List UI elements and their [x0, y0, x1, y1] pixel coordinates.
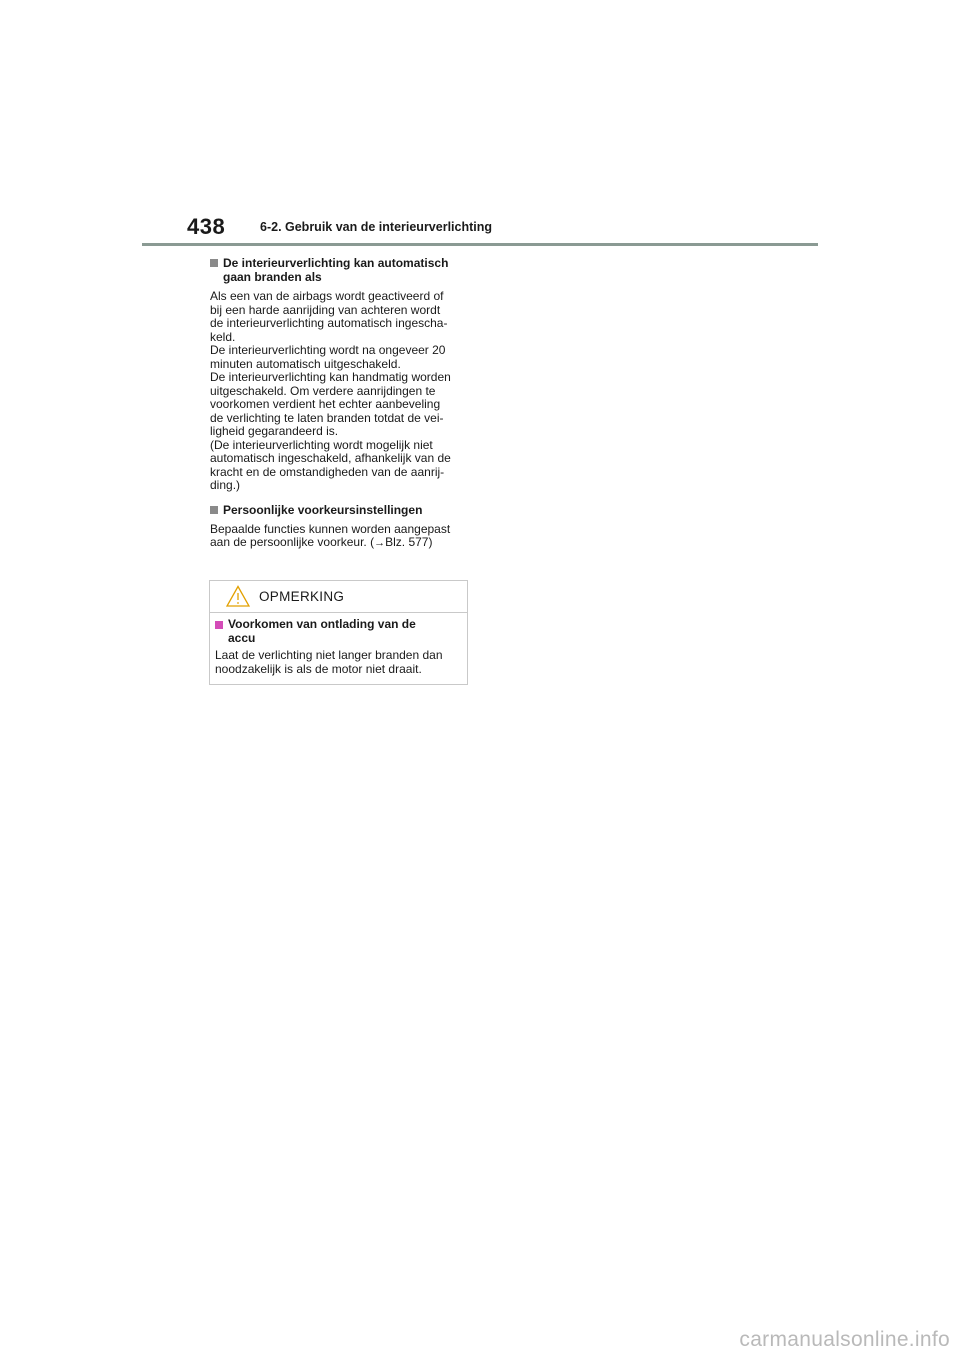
body-line: uitgeschakeld. Om verdere aanrijdingen te [210, 383, 436, 398]
body-line: De interieurverlichting wordt na ongeveer 20 [210, 343, 446, 357]
body-line: automatisch ingeschakeld, afhankelijk van de [210, 451, 451, 465]
arrow-right-icon: → [374, 537, 386, 549]
body-line: noodzakelijk is als de motor niet draait. [215, 661, 422, 676]
square-bullet-icon [215, 621, 223, 629]
heading-line: gaan branden als [223, 270, 322, 284]
warning-triangle-icon [226, 585, 250, 607]
body-line: minuten automatisch uitgeschakeld. [210, 356, 401, 371]
notice-title: OPMERKING [259, 589, 345, 604]
notice-box [209, 580, 468, 685]
main-column [210, 256, 468, 551]
body-line: Bepaalde functies kunnen worden aangepast [210, 521, 451, 536]
body-line: voorkomen verdient het echter aanbeveling [210, 397, 441, 411]
body-line: bij een harde aanrijding van achteren wordt [210, 302, 441, 317]
body-line: kracht en de omstandigheden van de aanrij- [210, 464, 445, 479]
heading-line: Persoonlijke voorkeursinstellingen [223, 502, 423, 517]
body-line: de verlichting te laten branden totdat de vei- [210, 410, 444, 425]
body-line: Als een van de airbags wordt geactiveerd of [210, 289, 444, 303]
section-body-auto-light [210, 290, 468, 493]
body-line-with-reference: aan de persoonlijke voorkeur. (→Blz. 577) [210, 535, 433, 549]
notice-body [210, 613, 467, 676]
header-divider [142, 243, 818, 246]
square-bullet-icon [210, 506, 218, 514]
section-body-preferences [210, 523, 468, 551]
body-line: De interieurverlichting kan handmatig worden [210, 370, 451, 384]
body-line: keld. [210, 329, 236, 344]
square-bullet-icon [210, 259, 218, 267]
body-line: (De interieurverlichting wordt mogelijk niet [210, 437, 433, 452]
section-heading-auto-light [210, 256, 468, 284]
notice-header [210, 581, 467, 613]
body-line: ding.) [210, 478, 241, 492]
heading-line: Voorkomen van ontlading van de [228, 617, 416, 631]
section-title: 6-2. Gebruik van de interieurverlichting [260, 220, 493, 234]
body-line: Laat de verlichting niet langer branden dan [215, 648, 443, 662]
heading-line: De interieurverlichting kan automatisch [223, 256, 449, 270]
notice-heading [215, 618, 461, 645]
section-heading-preferences [210, 503, 468, 517]
page-number: 438 [187, 214, 226, 239]
body-line: ligheid gegarandeerd is. [210, 424, 339, 438]
watermark: carmanualsonline.info [739, 1328, 950, 1351]
page-reference-link[interactable]: Blz. 577) [385, 535, 433, 549]
body-line: de interieurverlichting automatisch ingescha- [210, 316, 448, 330]
heading-line: accu [228, 630, 256, 645]
